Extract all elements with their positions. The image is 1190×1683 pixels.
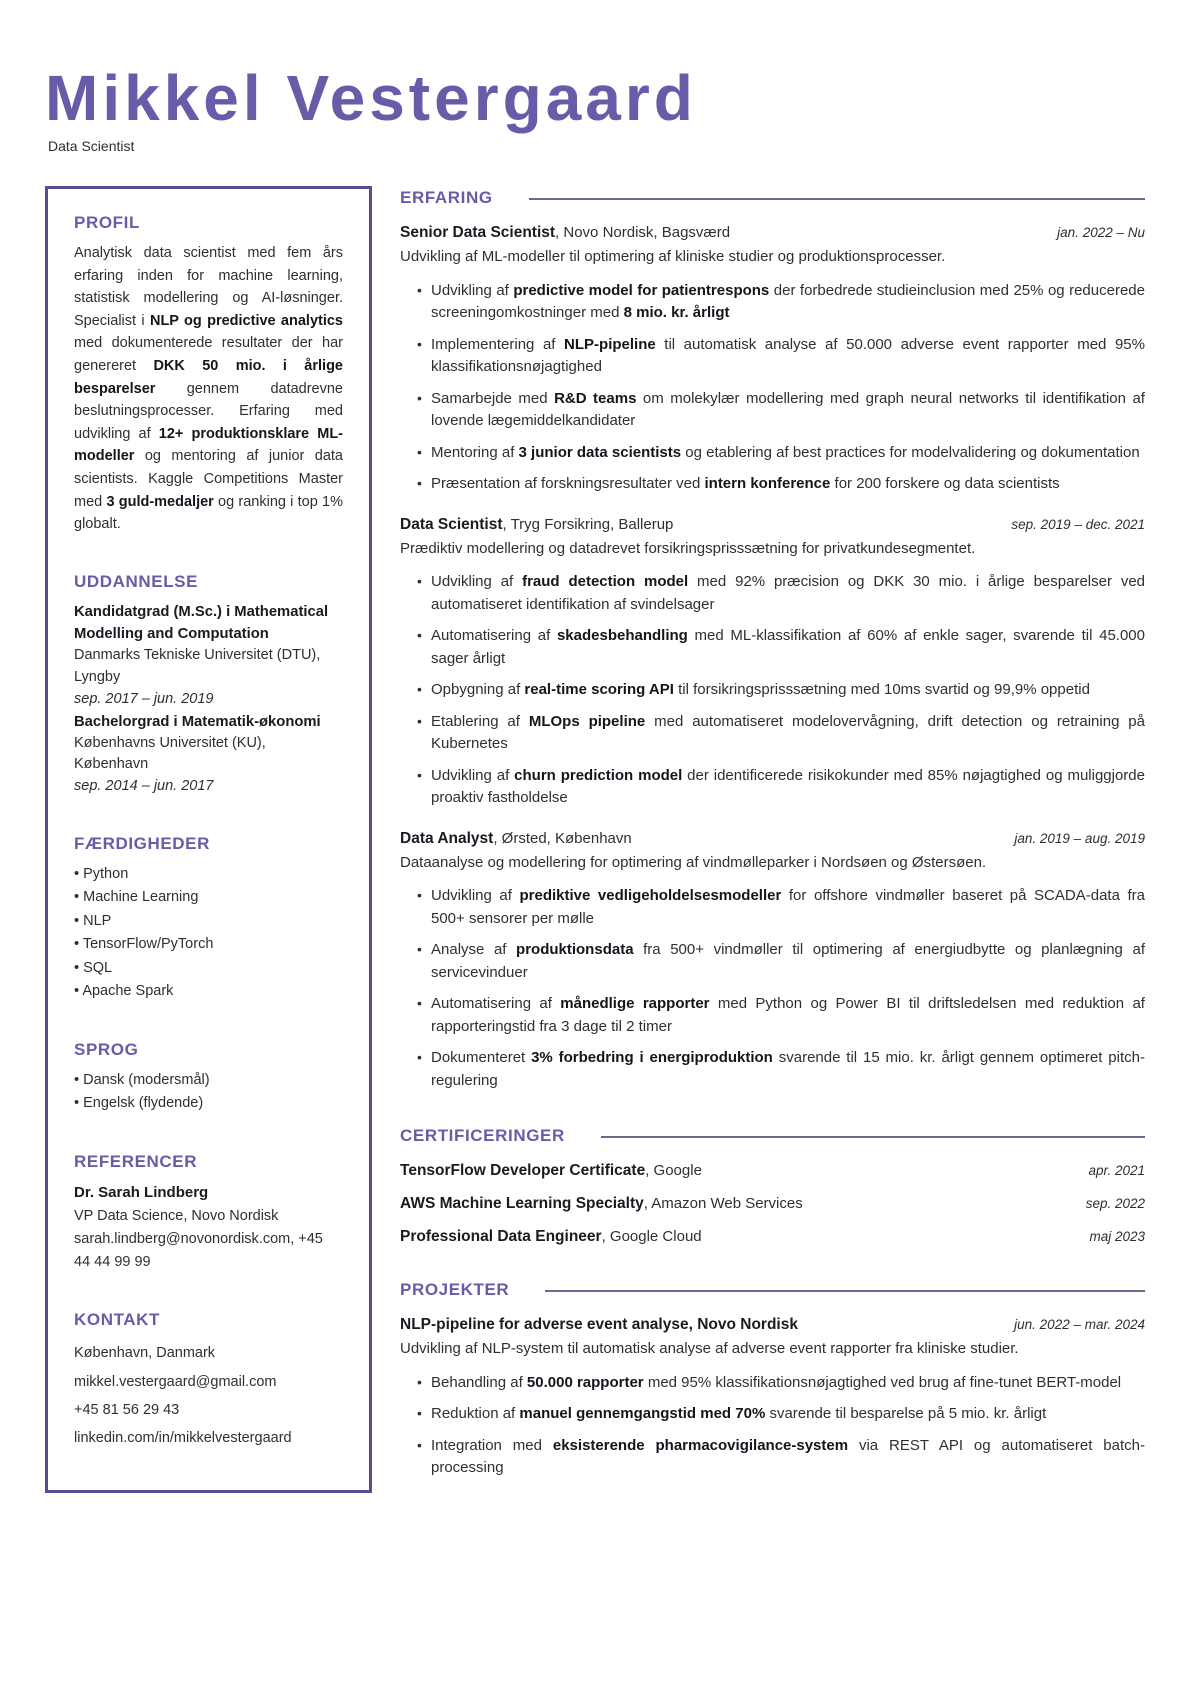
job-title: Senior Data Scientist [400, 224, 556, 241]
erfaring-heading: ERFARING [400, 188, 493, 207]
contact-linkedin: linkedin.com/in/mikkelvestergaard [74, 1430, 292, 1447]
certification-title-line [400, 1162, 702, 1180]
education-period: sep. 2017 – jun. 2019 [74, 690, 214, 707]
contact-phone: +45 81 56 29 43 [74, 1401, 180, 1418]
skill-item: • Apache Spark [74, 980, 343, 1003]
job-header [400, 224, 1145, 242]
job-bullet: • Opbygning af real-time scoring API til forsikringsprisssætning med 10ms svartid og 99,9% oppetid [431, 679, 1145, 702]
education-school: Københavns Universitet (KU), København [74, 734, 266, 773]
job-bullet: • Udvikling af prediktive vedligeholdelsesmodeller for offshore vindmøller baseret på SCADA-data fra 500+ sensorer per mølle [431, 885, 1145, 930]
job-header [400, 830, 1145, 848]
job-bullet: • Automatisering af månedlige rapporter med Python og Power BI til driftsledelsen med reduktion af rapporteringstid fra 3 dage til 2 timer [431, 993, 1145, 1038]
section-uddannelse [74, 572, 343, 798]
section-faerdigheder [74, 834, 343, 1004]
kontakt-heading: KONTAKT [74, 1310, 161, 1330]
certification-date: apr. 2021 [1088, 1163, 1145, 1178]
education-entry [74, 601, 343, 711]
education-degree: Kandidatgrad (M.Sc.) i Mathematical Modelling and Computation [74, 603, 329, 643]
certification-name: Professional Data Engineer [400, 1228, 602, 1245]
skills-list [74, 863, 343, 1004]
section-rule [545, 1290, 1145, 1292]
job-bullet: • Analyse af produktionsdata fra 500+ vindmøller til optimering af energiudbytte og planlægning af servicevinduer [431, 939, 1145, 984]
referencer-heading: REFERENCER [74, 1151, 198, 1171]
reference-role: VP Data Science, Novo Nordisk [74, 1207, 279, 1224]
job-title-line [400, 516, 673, 534]
job-title: Data Scientist [400, 515, 503, 533]
section-referencer [74, 1152, 343, 1275]
certification-org: , Google Cloud [601, 1228, 702, 1245]
skill-item: • Python [74, 863, 343, 886]
education-period: sep. 2014 – jun. 2017 [74, 778, 214, 795]
section-certificeringer [400, 1126, 1145, 1246]
erfaring-heading-row [400, 188, 1145, 208]
job-bullet: • Implementering af NLP-pipeline til automatisk analyse af 50.000 adverse event rapporter med 95% klassifikationsnøjagtighed [431, 334, 1145, 379]
project-bullets [400, 1372, 1145, 1480]
sidebar [45, 186, 372, 1493]
section-projekter [400, 1280, 1145, 1480]
project-summary: Udvikling af NLP-system til automatisk analyse af adverse event rapporter fra kliniske studier. [400, 1340, 1019, 1357]
reference-contact: sarah.lindberg@novonordisk.com, +45 44 44 99 99 [74, 1231, 323, 1271]
section-profil [74, 213, 343, 536]
reference-name: Dr. Sarah Lindberg [74, 1183, 209, 1201]
faerdigheder-heading: FÆRDIGHEDER [74, 833, 210, 853]
job-bullet: • Udvikling af predictive model for patientrespons der forbedrede studieinclusion med 25% og reducerede screeningomkostninger med 8 mio. kr. årligt [431, 280, 1145, 325]
uddannelse-heading: UDDANNELSE [74, 571, 199, 591]
job-bullet: • Mentoring af 3 junior data scientists og etablering af best practices for modelvalidering og dokumentation [431, 442, 1145, 465]
skill-item: • NLP [74, 910, 343, 933]
contact-location: København, Danmark [74, 1345, 216, 1362]
certification-row [400, 1162, 1145, 1180]
certificeringer-heading: CERTIFICERINGER [400, 1126, 565, 1145]
sprog-heading: SPROG [74, 1039, 139, 1059]
skill-item: • Machine Learning [74, 886, 343, 909]
certification-date: maj 2023 [1089, 1229, 1145, 1244]
certification-org: , Amazon Web Services [643, 1195, 803, 1212]
certification-title-line [400, 1195, 803, 1213]
section-sprog [74, 1040, 343, 1116]
job-bullets [400, 571, 1145, 810]
projekter-heading: PROJEKTER [400, 1280, 510, 1299]
profil-text: Analytisk data scientist med fem års erfaring inden for machine learning, statistisk modellering og AI-løsninger. Specialist i NLP og predictive analytics med dokumenterede resultater der har genereret DKK 50 mio. i årlige besparelser gennem datadrevne beslutningsprocesser. Erfaring med udvikling af 12+ produktionsklare ML-modeller og mentoring af junior data scientists. Kaggle Competitions Master med 3 guld-medaljer og ranking i top 1% globalt. [74, 245, 343, 533]
person-name: Mikkel Vestergaard [45, 62, 697, 134]
languages-list [74, 1069, 343, 1116]
skill-item: • SQL [74, 957, 343, 980]
job-summary: Dataanalyse og modellering for optimering af vindmølleparker i Nordsøen og Østersøen. [400, 853, 987, 871]
job-entry [400, 516, 1145, 810]
job-date: jan. 2019 – aug. 2019 [1014, 830, 1145, 846]
job-title-line [400, 224, 730, 242]
projekter-heading-row [400, 1280, 1145, 1300]
content-columns [45, 186, 1145, 1514]
job-title: Data Analyst [400, 829, 494, 847]
certification-title-line [400, 1228, 702, 1246]
job-date: sep. 2019 – dec. 2021 [1011, 516, 1145, 532]
person-job-title: Data Scientist [48, 138, 135, 154]
job-company: , Tryg Forsikring, Ballerup [502, 515, 674, 533]
section-kontakt [74, 1310, 343, 1452]
job-company: , Ørsted, København [493, 829, 632, 847]
job-entry [400, 224, 1145, 496]
certification-name: AWS Machine Learning Specialty [400, 1195, 644, 1212]
education-school: Danmarks Tekniske Universitet (DTU), Lyngby [74, 647, 321, 686]
certification-name: TensorFlow Developer Certificate [400, 1162, 646, 1179]
skill-item: • TensorFlow/PyTorch [74, 933, 343, 956]
job-header [400, 516, 1145, 534]
section-rule [601, 1136, 1145, 1138]
job-bullets [400, 885, 1145, 1092]
certification-row [400, 1228, 1145, 1246]
project-bullet: • Behandling af 50.000 rapporter med 95% klassifikationsnøjagtighed ved brug af fine-tunet BERT-model [431, 1372, 1145, 1395]
project-header [400, 1316, 1145, 1334]
job-bullets [400, 280, 1145, 496]
project-date: jun. 2022 – mar. 2024 [1014, 1317, 1145, 1332]
section-erfaring [400, 188, 1145, 1092]
profil-heading: PROFIL [74, 213, 140, 232]
language-item: • Dansk (modersmål) [74, 1069, 343, 1092]
job-entry [400, 830, 1145, 1093]
education-degree: Bachelorgrad i Matematik-økonomi [74, 713, 321, 730]
education-entry [74, 711, 343, 798]
job-bullet: • Udvikling af fraud detection model med 92% præcision og DKK 30 mio. i årlige besparelser ved automatiseret identifikation af svindelsager [431, 571, 1145, 616]
job-summary: Prædiktiv modellering og datadrevet forsikringsprisssætning for privatkundesegmentet. [400, 539, 976, 557]
language-item: • Engelsk (flydende) [74, 1092, 343, 1115]
project-title: NLP-pipeline for adverse event analyse, Novo Nordisk [400, 1316, 798, 1333]
job-bullet: • Præsentation af forskningsresultater ved intern konference for 200 forskere og data scientists [431, 473, 1145, 496]
project-bullet: • Integration med eksisterende pharmacovigilance-system via REST API og automatiseret batch-processing [431, 1435, 1145, 1480]
job-bullet: • Udvikling af churn prediction model der identificerede risikokunder med 85% nøjagtighed og muliggjorde proaktiv fastholdelse [431, 765, 1145, 810]
job-bullet: • Samarbejde med R&D teams om molekylær modellering med graph neural networks til identifikation af lovende lægemiddelkandidater [431, 388, 1145, 433]
job-bullet: • Etablering af MLOps pipeline med automatiseret modelovervågning, drift detection og retraining på Kubernetes [431, 711, 1145, 756]
job-bullet: • Dokumenteret 3% forbedring i energiproduktion svarende til 15 mio. kr. årligt gennem optimeret pitch-regulering [431, 1047, 1145, 1092]
header [45, 62, 1145, 154]
contact-email: mikkel.vestergaard@gmail.com [74, 1373, 277, 1390]
job-bullet: • Automatisering af skadesbehandling med ML-klassifikation af 60% af enkle sager, svarende til 45.000 sager årligt [431, 625, 1145, 670]
job-summary: Udvikling af ML-modeller til optimering af kliniske studier og produktionsprocesser. [400, 248, 946, 265]
project-bullet: • Reduktion af manuel gennemgangstid med 70% svarende til besparelse på 5 mio. kr. årligt [431, 1403, 1145, 1426]
main-column [400, 186, 1145, 1514]
certification-date: sep. 2022 [1085, 1196, 1145, 1211]
certificeringer-heading-row [400, 1126, 1145, 1146]
job-company: , Novo Nordisk, Bagsværd [555, 224, 731, 241]
project-entry [400, 1316, 1145, 1480]
section-rule [529, 198, 1145, 200]
job-date: jan. 2022 – Nu [1057, 225, 1145, 240]
job-title-line [400, 830, 632, 848]
certification-row [400, 1195, 1145, 1213]
certification-org: , Google [645, 1162, 702, 1179]
